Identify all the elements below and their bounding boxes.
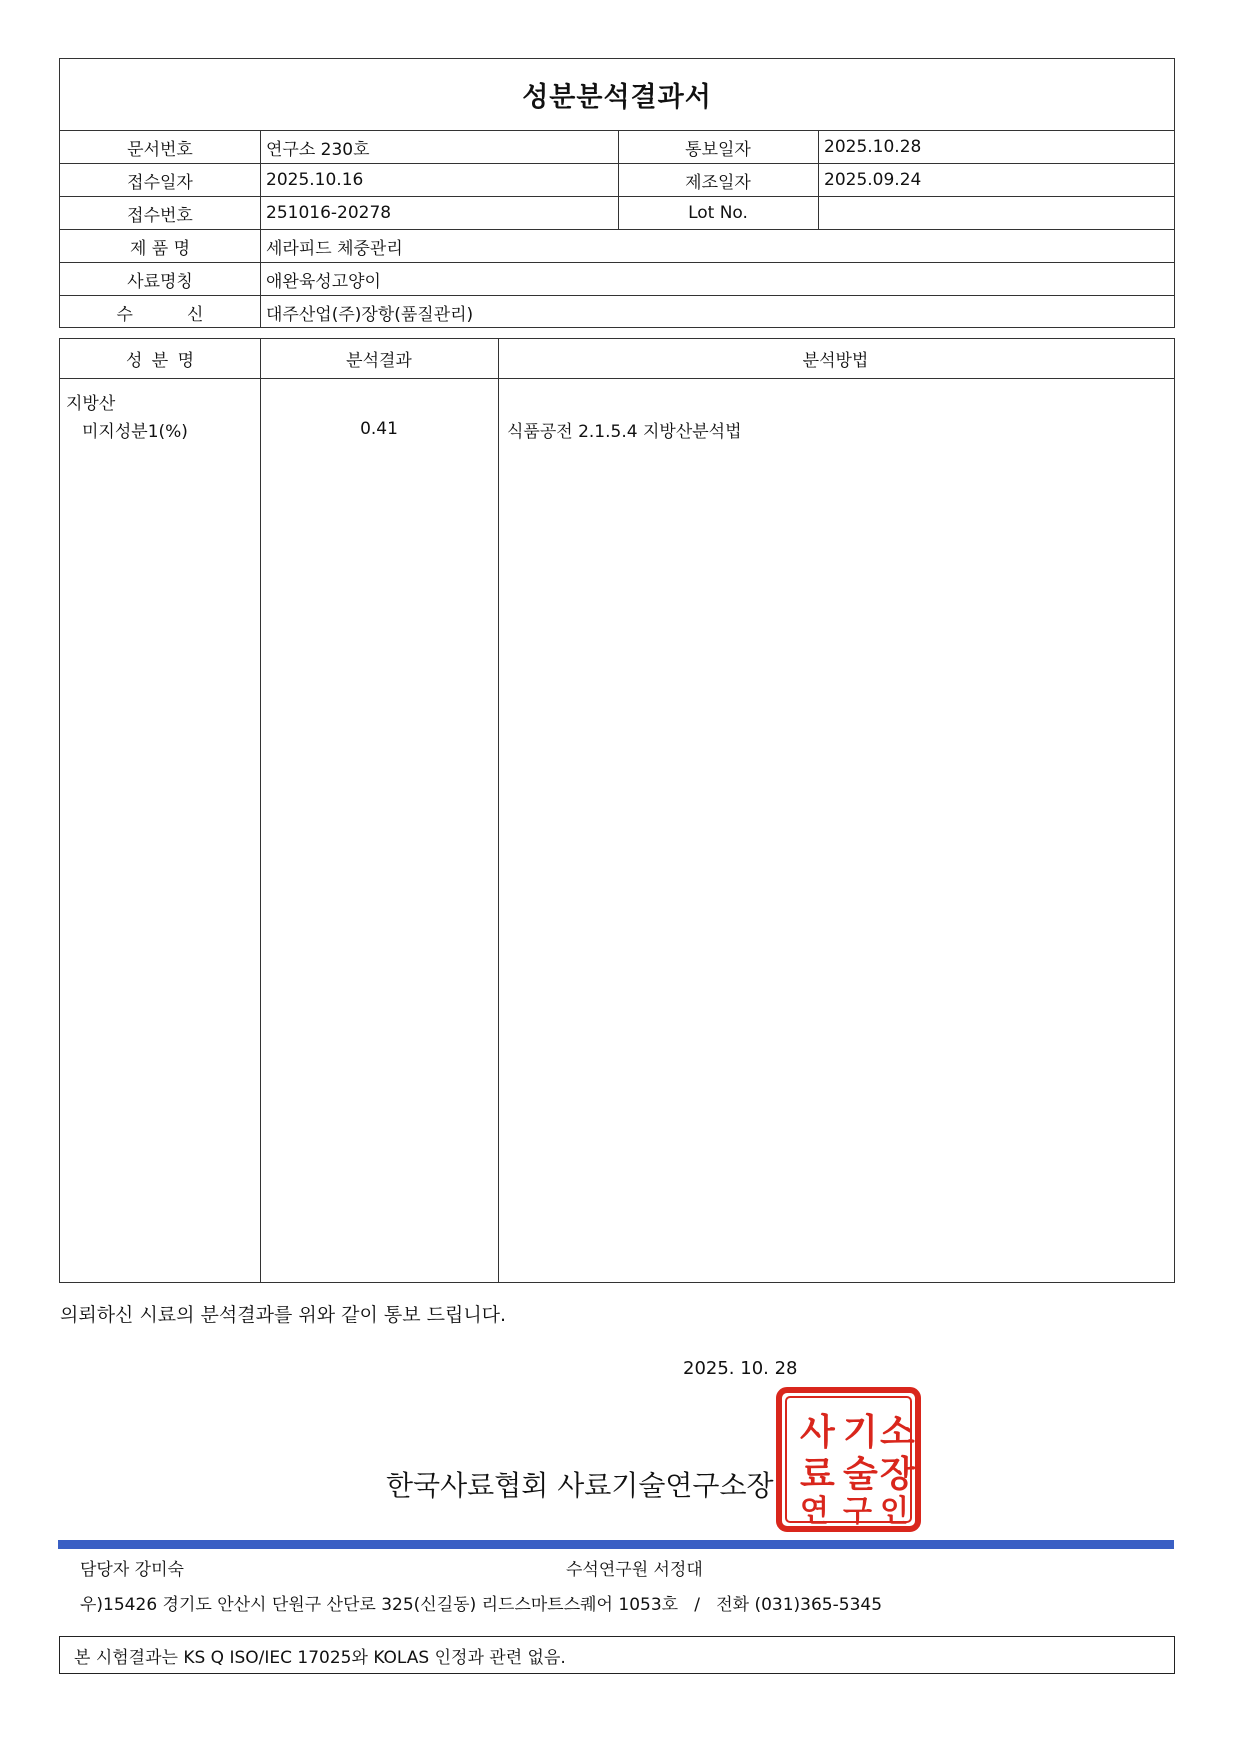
row-product: [60, 229, 1174, 262]
doc-no-value: 연구소 230호: [266, 139, 370, 160]
row-recipient: [60, 295, 1174, 328]
component-name-line2: 미지성분1(%): [82, 422, 188, 442]
recipient-value: 대주산업(주)장항(품질관리): [266, 304, 474, 325]
method-value: 식품공전 2.1.5.4 지방산분석법: [507, 422, 742, 442]
svg-text:소: 소: [880, 1411, 915, 1453]
svg-text:장: 장: [880, 1453, 915, 1495]
feed-name-value: 애완육성고양이: [266, 271, 381, 292]
receipt-no-value: 251016-20278: [266, 203, 392, 223]
address-line: 우)15426 경기도 안산시 단원구 산단로 325(신길동) 리드스마트스퀘어 1053호 / 전화 (031)365-5345: [80, 1595, 883, 1615]
recipient-label: 수 신: [116, 304, 204, 325]
document-title: 성분분석결과서: [522, 82, 712, 113]
notice-date-value: 2025.10.28: [824, 137, 922, 157]
lot-no-value: [818, 197, 1173, 229]
results-table: [59, 338, 1175, 1283]
col-header-result: 분석결과: [346, 351, 412, 371]
disclaimer-box: [59, 1636, 1175, 1674]
svg-text:구: 구: [843, 1494, 872, 1529]
issue-date: 2025. 10. 28: [683, 1358, 798, 1379]
svg-text:료: 료: [800, 1453, 835, 1495]
svg-text:사: 사: [800, 1411, 835, 1453]
col-header-method: 분석방법: [802, 351, 869, 371]
component-name-line1: 지방산: [66, 394, 116, 414]
product-value: 세라피드 체중관리: [266, 238, 403, 259]
row-receipt-no: [60, 196, 1174, 229]
mfg-date-value: 2025.09.24: [824, 170, 922, 190]
receipt-date-value: 2025.10.16: [266, 170, 364, 190]
receipt-no-label: 접수번호: [127, 205, 193, 226]
mfg-date-label: 제조일자: [685, 172, 751, 193]
header-table: [59, 58, 1175, 328]
row-doc-no: [60, 130, 1174, 163]
row-receipt-date: [60, 163, 1174, 196]
doc-no-label: 문서번호: [127, 139, 193, 160]
official-seal-stamp: [775, 1386, 922, 1533]
notice-date-label: 통보일자: [685, 139, 751, 160]
col-header-component: 성 분 명: [125, 351, 195, 371]
svg-text:인: 인: [880, 1494, 909, 1529]
closing-statement: 의뢰하신 시료의 분석결과를 위와 같이 통보 드립니다.: [60, 1304, 507, 1326]
person-in-charge: 담당자 강미숙: [80, 1560, 184, 1580]
lot-no-label: Lot No.: [688, 203, 748, 223]
senior-researcher: 수석연구원 서정대: [566, 1560, 703, 1580]
receipt-date-label: 접수일자: [127, 172, 193, 193]
row-feed-name: [60, 262, 1174, 295]
svg-text:술: 술: [843, 1453, 878, 1495]
svg-text:연: 연: [800, 1494, 829, 1529]
svg-text:기: 기: [843, 1411, 878, 1453]
col-divider-1: [260, 339, 261, 1282]
disclaimer-text: 본 시험결과는 KS Q ISO/IEC 17025와 KOLAS 인정과 관련 없음.: [74, 1647, 566, 1668]
product-label: 제 품 명: [129, 238, 191, 259]
col-divider-2: [498, 339, 499, 1282]
result-value: 0.41: [360, 419, 398, 439]
feed-name-label: 사료명칭: [127, 271, 193, 292]
issuer-name: 한국사료협회 사료기술연구소장: [386, 1469, 774, 1502]
footer-accent-bar: [58, 1540, 1174, 1549]
results-header-row: [60, 339, 1174, 379]
